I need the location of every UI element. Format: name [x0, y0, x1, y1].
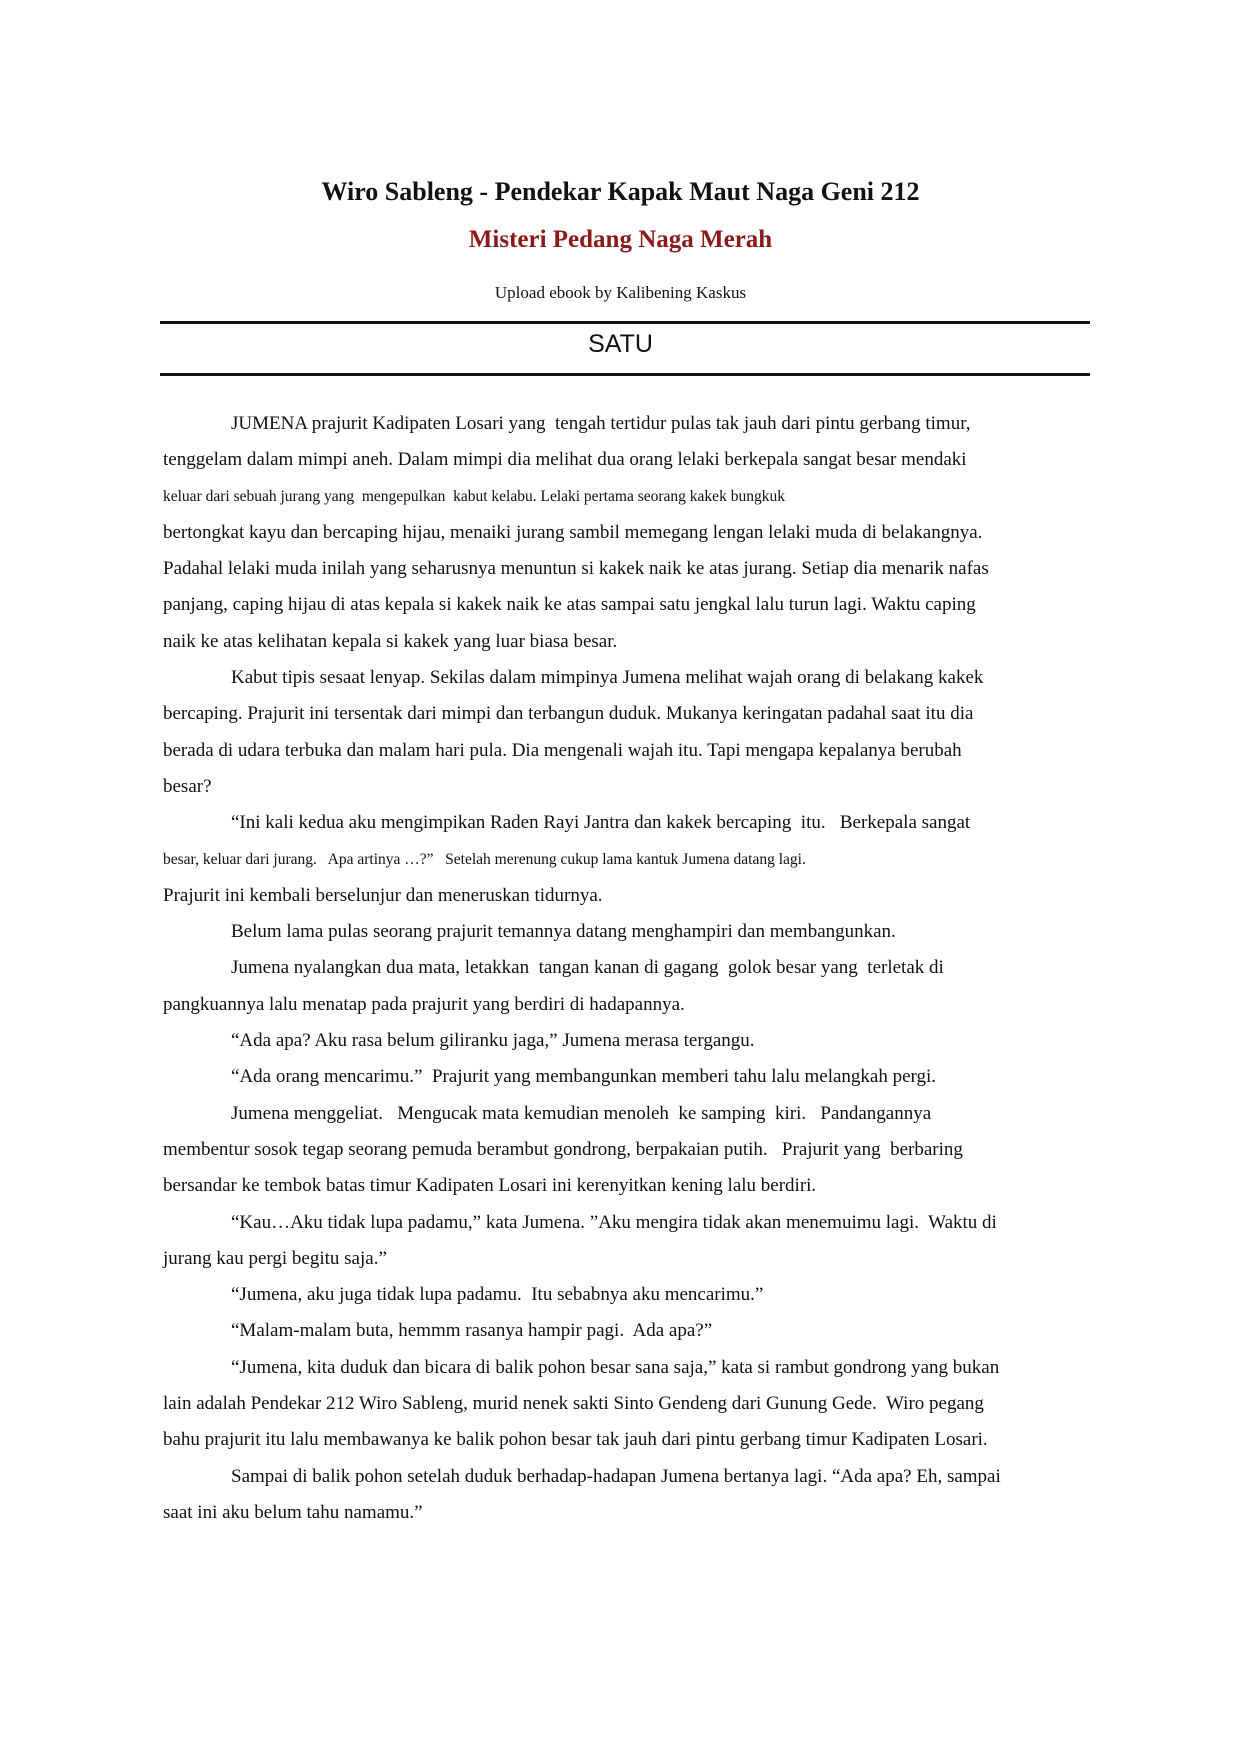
- text-line: Prajurit ini kembali berselunjur dan meneruskan tidurnya.: [163, 884, 603, 906]
- book-title: Wiro Sableng - Pendekar Kapak Maut Naga Geni 212: [321, 177, 920, 206]
- body-text: [163, 406, 1063, 1531]
- text-line: JUMENA prajurit Kadipaten Losari yang tengah tertidur pulas tak jauh dari pintu gerbang timur,: [231, 413, 971, 434]
- upload-note: Upload ebook by Kalibening Kaskus: [494, 283, 747, 302]
- text-line: Jumena nyalangkan dua mata, letakkan tangan kanan di gagang golok besar yang terletak di: [231, 957, 944, 979]
- text-line: “Ini kali kedua aku mengimpikan Raden Rayi Jantra dan kakek bercaping itu. Berkepala sangat: [231, 812, 971, 834]
- text-line: naik ke atas kelihatan kepala si kakek yang luar biasa besar.: [163, 630, 618, 652]
- text-line: panjang, caping hijau di atas kepala si kakek naik ke atas sampai satu jengkal lalu turun lagi. Waktu caping: [163, 594, 976, 616]
- text-line: bersandar ke tembok batas timur Kadipaten Losari ini kerenyitkan kening lalu berdiri.: [163, 1175, 817, 1197]
- text-line: Padahal lelaki muda inilah yang seharusnya menuntun si kakek naik ke atas jurang. Setiap dia menarik nafas: [163, 558, 989, 580]
- episode-title: Misteri Pedang Naga Merah: [468, 226, 773, 253]
- text-line: membentur sosok tegap seorang pemuda berambut gondrong, berpakaian putih. Prajurit yang berbaring: [163, 1138, 963, 1160]
- text-line: bercaping. Prajurit ini tersentak dari mimpi dan terbangun duduk. Mukanya keringatan padahal saat itu dia: [163, 703, 974, 725]
- text-line: “Malam-malam buta, hemmm rasanya hampir pagi. Ada apa?”: [231, 1320, 713, 1342]
- text-line: bahu prajurit itu lalu membawanya ke balik pohon besar tak jauh dari pintu gerbang timur Kadipaten Losari.: [163, 1429, 988, 1451]
- text-line: Sampai di balik pohon setelah duduk berhadap-hadapan Jumena bertanya lagi. “Ada apa? Eh, sampai: [231, 1465, 1001, 1487]
- text-line: tenggelam dalam mimpi aneh. Dalam mimpi dia melihat dua orang lelaki berkepala sangat besar mendaki: [163, 449, 967, 471]
- text-line: “Jumena, aku juga tidak lupa padamu. Itu sebabnya aku mencarimu.”: [231, 1284, 764, 1306]
- text-line: pangkuannya lalu menatap pada prajurit yang berdiri di hadapannya.: [163, 993, 685, 1015]
- text-line: Kabut tipis sesaat lenyap. Sekilas dalam mimpinya Jumena melihat wajah orang di belakang kakek: [231, 667, 984, 689]
- bottom-divider: [160, 373, 1090, 376]
- text-line: bertongkat kayu dan bercaping hijau, menaiki jurang sambil memegang lengan lelaki muda di belakangnya.: [163, 521, 983, 543]
- chapter-heading: SATU: [588, 330, 653, 358]
- text-line: jurang kau pergi begitu saja.”: [163, 1247, 387, 1269]
- text-line: besar, keluar dari jurang. Apa artinya …?” Setelah merenung cukup lama kantuk Jumena datang lagi.: [163, 850, 806, 868]
- text-line: besar?: [163, 775, 212, 797]
- text-line: lain adalah Pendekar 212 Wiro Sableng, murid nenek sakti Sinto Gendeng dari Gunung Gede. Wiro pegang: [163, 1393, 984, 1415]
- top-divider: [160, 321, 1090, 324]
- text-line: Jumena menggeliat. Mengucak mata kemudian menoleh ke samping kiri. Pandangannya: [231, 1102, 932, 1124]
- text-line: berada di udara terbuka dan malam hari pula. Dia mengenali wajah itu. Tapi mengapa kepalanya berubah: [163, 739, 962, 761]
- text-line: saat ini aku belum tahu namamu.”: [163, 1501, 423, 1523]
- text-line: “Kau…Aku tidak lupa padamu,” kata Jumena. ”Aku mengira tidak akan menemuimu lagi. Waktu di: [231, 1211, 997, 1233]
- text-line: keluar dari sebuah jurang yang mengepulkan kabut kelabu. Lelaki pertama seorang kakek bungkuk: [163, 487, 785, 505]
- text-line: “Jumena, kita duduk dan bicara di balik pohon besar sana saja,” kata si rambut gondrong yang bukan: [231, 1356, 1000, 1378]
- text-line: “Ada orang mencarimu.” Prajurit yang membangunkan memberi tahu lalu melangkah pergi.: [231, 1066, 937, 1088]
- text-line: “Ada apa? Aku rasa belum giliranku jaga,” Jumena merasa tergangu.: [231, 1030, 755, 1052]
- text-line: Belum lama pulas seorang prajurit temannya datang menghampiri dan membangunkan.: [231, 921, 896, 943]
